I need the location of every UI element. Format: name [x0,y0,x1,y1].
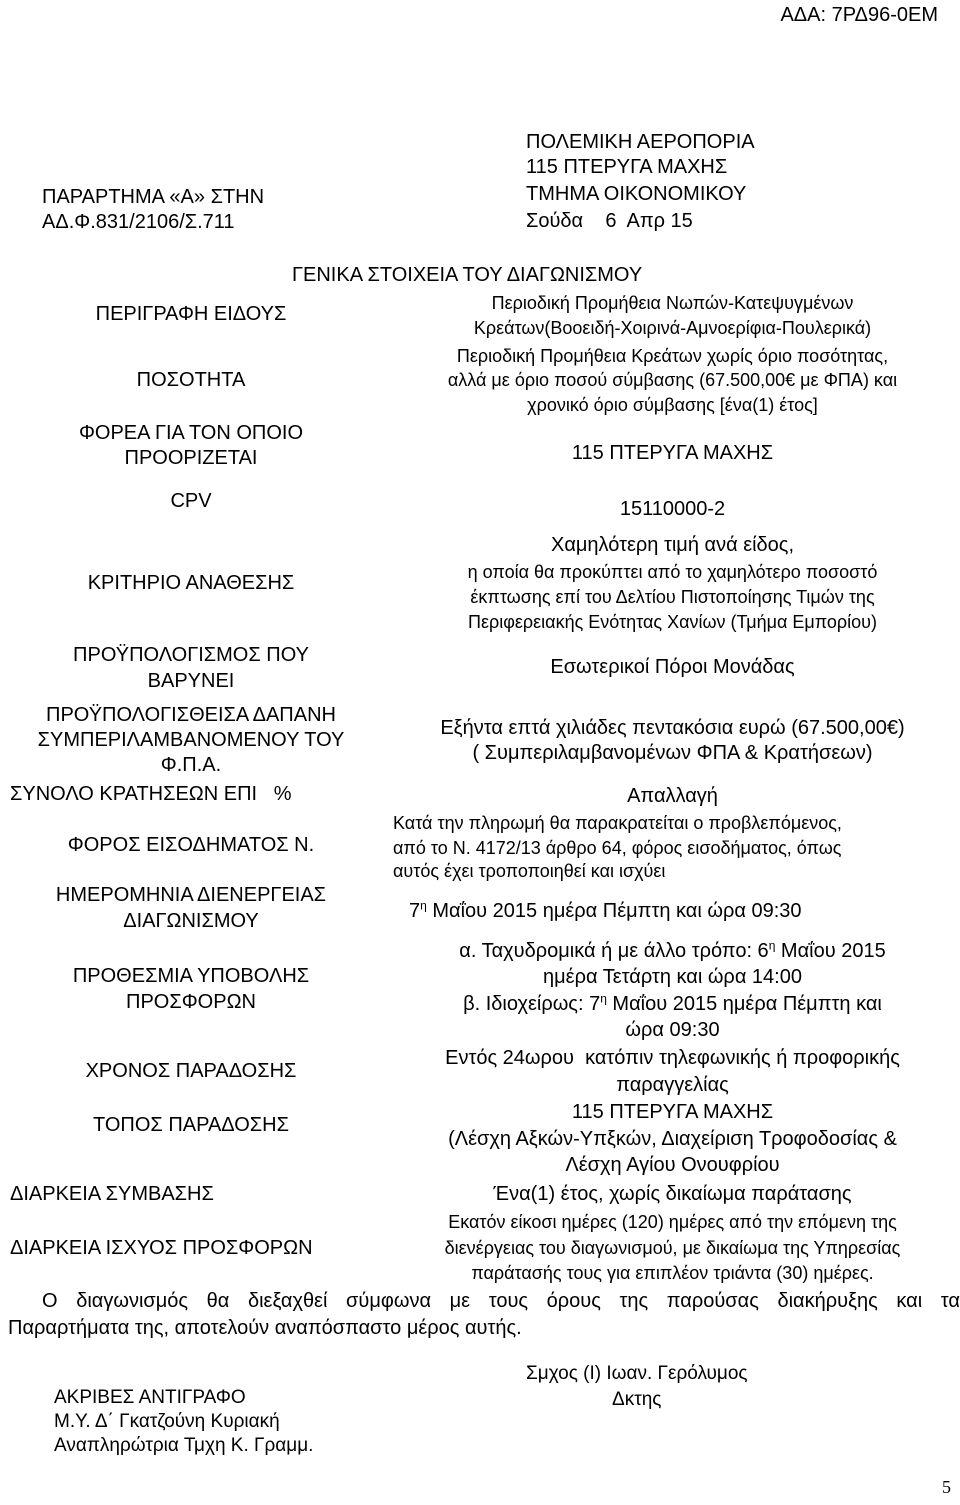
org-air-force: ΠΟΛΕΜΙΚΗ ΑΕΡΟΠΟΡΙΑ [526,131,755,153]
value-award-criterion-1: Χαμηλότερη τιμή ανά είδος, [551,534,794,556]
value-offer-validity-1: Εκατόν είκοσι ημέρες (120) ημέρες από την επόμενη της [448,1212,897,1232]
value-submission-b-1 [385,993,960,1016]
label-estimated-cost-2: ΣΥΜΠΕΡΙΛΑΜΒΑΝΟΜΕΝΟΥ ΤΟΥ [37,729,345,751]
label-quantity: ΠΟΣΟΤΗΤΑ [136,369,246,391]
place-date: Σούδα 6 Απρ 15 [526,210,693,232]
annex-reference: ΑΔ.Φ.831/2106/Σ.711 [42,211,235,233]
value-income-tax-2: από το Ν. 4172/13 άρθρο 64, φόρος εισοδήματος, όπως [393,838,842,858]
closing-line-1: Ο διαγωνισμός θα διεξαχθεί σύμφωνα με τους όρους της παρούσας διακήρυξης και τα [42,1290,960,1312]
label-effective-date-1: ΗΜΕΡΟΜΗΝΙΑ ΔΙΕΝΕΡΓΕΙΑΣ [55,884,327,906]
label-description: ΠΕΡΙΓΡΑΦΗ ΕΙΔΟΥΣ [95,303,287,325]
label-delivery-time: ΧΡΟΝΟΣ ΠΑΡΑΔΟΣΗΣ [85,1060,297,1082]
certification-official: Μ.Υ. Δ΄ Γκατζούνη Κυριακή [54,1411,280,1432]
ada-code: ΑΔΑ: 7ΡΔ96-0ΕΜ [780,4,938,26]
value-cpv: 15110000-2 [619,498,726,520]
label-submission-deadline-2: ΠΡΟΣΦΟΡΩΝ [126,991,256,1013]
value-description-1: Περιοδική Προμήθεια Νωπών-Κατεψυγμένων [491,293,854,313]
value-quantity-3: χρονικό όριο σύμβασης [ένα(1) έτος] [527,395,818,415]
value-submission-b-2: ώρα 09:30 [625,1019,720,1041]
label-income-tax: ΦΟΡΟΣ ΕΙΣΟΔΗΜΑΤΟΣ Ν. [67,834,315,856]
label-offer-validity: ΔΙΑΡΚΕΙΑ ΙΣΧΥΟΣ ΠΡΟΣΦΟΡΩΝ [10,1237,313,1259]
label-estimated-cost-3: Φ.Π.Α. [160,754,222,776]
value-quantity-2: αλλά με όριο ποσού σύμβασης (67.500,00€ με ΦΠΑ) και [447,370,898,390]
value-award-criterion-2: η οποία θα προκύπτει από το χαμηλότερο ποσοστό [467,562,878,582]
label-recipient-1: ΦΟΡΕΑ ΓΙΑ ΤΟΝ ΟΠΟΙΟ [78,422,304,444]
value-recipient: 115 ΠΤΕΡΥΓΑ ΜΑΧΗΣ [571,442,774,464]
annex-title: ΠΑΡΑΡΤΗΜΑ «Α» ΣΤΗΝ [42,186,265,208]
signature-name: Σμχος (Ι) Ιωαν. Γερόλυμος [526,1363,748,1384]
value-deductions: Απαλλαγή [627,785,718,807]
org-wing: 115 ΠΤΕΡΥΓΑ ΜΑΧΗΣ [526,156,728,178]
value-submission-b-sup: η [600,991,607,1006]
value-effective-date-day: 7 [409,900,421,922]
value-award-criterion-4: Περιφερειακής Ενότητας Χανίων (Τμήμα Εμπορίου) [467,612,878,632]
value-submission-b-prefix: β. Ιδιοχείρως: 7 [463,993,601,1015]
value-delivery-time-2: παραγγελίας [616,1074,729,1096]
value-estimated-cost-1: Εξήντα επτά χιλιάδες πεντακόσια ευρώ (67.500,00€) [440,717,905,739]
label-recipient-2: ΠΡΟΟΡΙΖΕΤΑΙ [124,447,258,469]
value-submission-a-sup: η [768,938,776,953]
value-income-tax-1: Κατά την πληρωμή θα παρακρατείται ο προβλεπόμενος, [393,813,842,833]
label-deductions: ΣΥΝΟΛΟ ΚΡΑΤΗΣΕΩΝ ΕΠΙ % [10,783,292,805]
label-contract-duration: ΔΙΑΡΚΕΙΑ ΣΥΜΒΑΣΗΣ [10,1183,214,1205]
label-effective-date-2: ΔΙΑΓΩΝΙΣΜΟΥ [123,910,259,932]
value-delivery-place-2: (Λέσχη Αξκών-Υπξκών, Διαχείριση Τροφοδοσίας & [448,1128,897,1150]
value-estimated-cost-2: ( Συμπεριλαμβανομένων ΦΠΑ & Κρατήσεων) [472,742,873,764]
label-submission-deadline-1: ΠΡΟΘΕΣΜΙΑ ΥΠΟΒΟΛΗΣ [72,965,310,987]
org-department: ΤΜΗΜΑ ΟΙΚΟΝΟΜΙΚΟΥ [526,183,747,205]
section-title: ΓΕΝΙΚΑ ΣΤΟΙΧΕΙΑ ΤΟΥ ΔΙΑΓΩΝΙΣΜΟΥ [292,264,643,286]
value-delivery-time-1: Εντός 24ωρου κατόπιν τηλεφωνικής ή προφορικής [445,1047,900,1069]
value-submission-a-2: ημέρα Τετάρτη και ώρα 14:00 [543,966,802,988]
value-submission-b-suffix: Μαΐου 2015 ημέρα Πέμπτη και [606,993,882,1015]
value-delivery-place-1: 115 ΠΤΕΡΥΓΑ ΜΑΧΗΣ [571,1101,774,1123]
value-submission-a-1 [385,940,960,963]
certification-title: ΑΚΡΙΒΕΣ ΑΝΤΙΓΡΑΦΟ [54,1387,246,1408]
label-budget-1: ΠΡΟΫΠΟΛΟΓΙΣΜΟΣ ΠΟΥ [73,644,309,666]
value-award-criterion-3: έκπτωσης επί του Δελτίου Πιστοποίησης Τιμών της [470,587,875,607]
value-income-tax-3: αυτός έχει τροποποιηθεί και ισχύει [393,861,666,881]
value-effective-date-sup: η [420,898,427,913]
value-effective-date [409,900,802,923]
label-budget-2: ΒΑΡΥΝΕΙ [147,670,235,692]
label-award-criterion: ΚΡΙΤΗΡΙΟ ΑΝΑΘΕΣΗΣ [87,572,295,594]
value-effective-date-rest: Μαΐου 2015 ημέρα Πέμπτη και ώρα 09:30 [426,900,802,922]
value-delivery-place-3: Λέσχη Αγίου Ονουφρίου [565,1154,780,1176]
value-quantity-1: Περιοδική Προμήθεια Κρεάτων χωρίς όριο ποσότητας, [456,346,889,366]
value-offer-validity-3: παράτασής τους για επιπλέον τριάντα (30) ημέρες. [471,1263,874,1283]
value-offer-validity-2: διενέργειας του διαγωνισμού, με δικαίωμα της Υπηρεσίας [444,1238,901,1258]
label-cpv: CPV [170,490,212,512]
label-delivery-place: ΤΟΠΟΣ ΠΑΡΑΔΟΣΗΣ [93,1114,289,1136]
value-budget: Εσωτερικοί Πόροι Μονάδας [550,656,795,678]
value-description-2: Κρεάτων(Βοοειδή-Χοιρινά-Αμνοερίφια-Πουλερικά) [473,318,872,338]
signature-title: Δκτης [612,1389,662,1410]
value-submission-a-prefix: α. Ταχυδρομικά ή με άλλο τρόπο: 6 [459,940,769,962]
label-estimated-cost-1: ΠΡΟΫΠΟΛΟΓΙΣΘΕΙΣΑ ΔΑΠΑΝΗ [46,704,336,726]
value-submission-a-suffix: Μαΐου 2015 [775,940,886,962]
certification-role: Αναπληρώτρια Τμχη Κ. Γραμμ. [54,1435,314,1456]
value-contract-duration: Ένα(1) έτος, χωρίς δικαίωμα παράτασης [493,1183,852,1205]
page-number: 5 [942,1477,951,1497]
closing-line-2: Παραρτήματα της, αποτελούν αναπόσπαστο μέρος αυτής. [8,1317,522,1339]
